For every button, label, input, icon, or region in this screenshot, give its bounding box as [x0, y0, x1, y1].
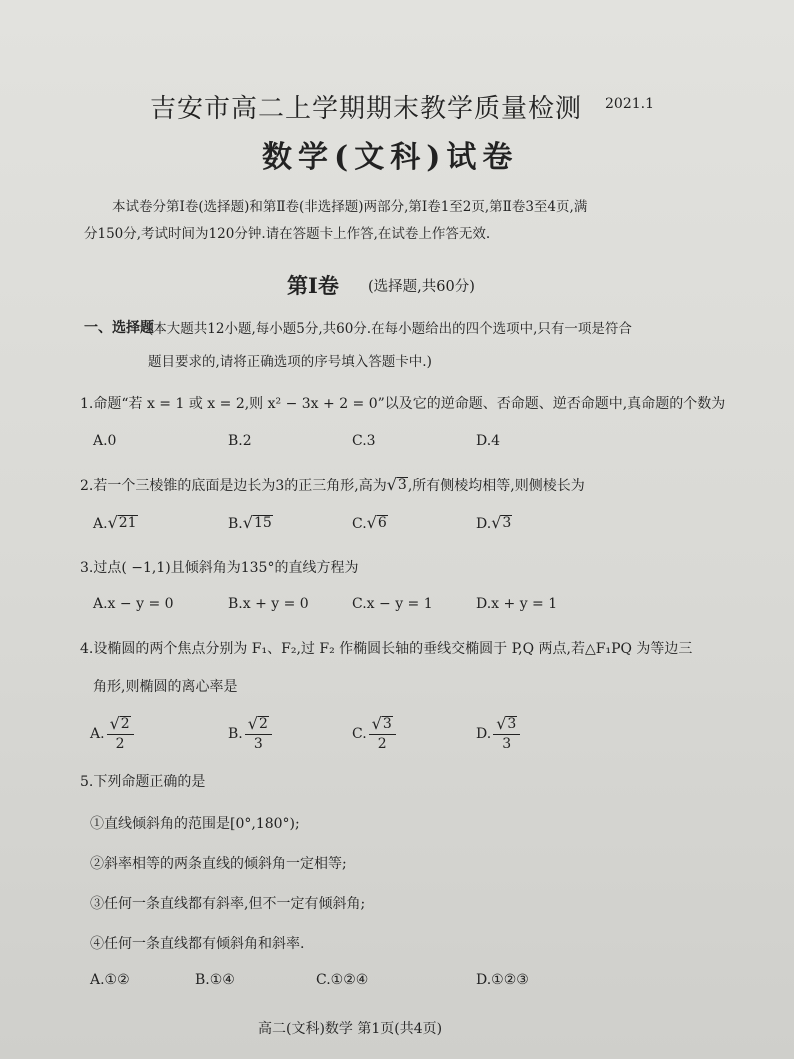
q1-option-d: D.4: [476, 433, 501, 449]
q5-statement-4: ④任何一条直线都有倾斜角和斜率.: [90, 936, 305, 952]
q1-option-c: C.3: [352, 433, 376, 449]
exam-date: 2021.1: [605, 96, 654, 112]
q5-statement-2: ②斜率相等的两条直线的倾斜角一定相等;: [90, 856, 347, 872]
q5-statement-1: ①直线倾斜角的范围是[0°,180°);: [90, 816, 300, 832]
q4-option-d: D. √ 3 3: [476, 716, 520, 752]
q5-option-b: B.①④: [195, 972, 235, 988]
sqrt-3-radical: √ 3: [386, 475, 407, 494]
q2-stem-post: ,所有侧棱均相等,则侧棱长为: [407, 478, 585, 494]
section-note: (选择题,共60分): [368, 279, 475, 295]
q3-option-b: B.x + y = 0: [228, 596, 309, 612]
section-heading: 第Ⅰ卷: [287, 273, 339, 298]
q2-stem-pre: 2.若一个三棱锥的底面是边长为3的正三角形,高为: [80, 478, 387, 494]
q2-option-b: B. √ 15: [228, 513, 272, 532]
part-title: 一、选择题: [84, 320, 154, 336]
question-5-stem: 5.下列命题正确的是: [80, 774, 206, 790]
exam-subtitle: 数学(文科)试卷: [262, 140, 519, 175]
question-4-stem-1: 4.设椭圆的两个焦点分别为 F₁、F₂,过 F₂ 作椭圆长轴的垂线交椭圆于 P,Q 两点,若△F₁PQ 为等边三: [80, 641, 693, 657]
q5-option-a: A.①②: [90, 972, 130, 988]
q5-statement-3: ③任何一条直线都有斜率,但不一定有倾斜角;: [90, 896, 366, 912]
q1-option-a: A.0: [93, 433, 117, 449]
q3-option-d: D.x + y = 1: [476, 596, 558, 612]
q5-option-c: C.①②④: [316, 972, 369, 988]
question-1-stem: 1.命题“若 x = 1 或 x = 2,则 x² − 3x + 2 = 0”以及它的逆命题、否命题、逆否命题中,真命题的个数为: [80, 396, 726, 412]
q2-option-d: D. √ 3: [476, 513, 512, 532]
q3-option-a: A.x − y = 0: [93, 596, 174, 612]
part-instructions-1: (本大题共12小题,每小题5分,共60分.在每小题给出的四个选项中,只有一项是符合: [148, 321, 632, 337]
q2-option-a: A. √ 21: [93, 513, 137, 532]
question-4-stem-2: 角形,则椭圆的离心率是: [93, 679, 238, 695]
q4-option-a: A. √ 2 2: [90, 716, 134, 752]
intro-line-1: 本试卷分第Ⅰ卷(选择题)和第Ⅱ卷(非选择题)两部分,第Ⅰ卷1至2页,第Ⅱ卷3至4页,满: [112, 199, 588, 215]
q3-option-c: C.x − y = 1: [352, 596, 433, 612]
question-3-stem: 3.过点( −1,1)且倾斜角为135°的直线方程为: [80, 560, 359, 576]
intro-line-2: 分150分,考试时间为120分钟.请在答题卡上作答,在试卷上作答无效.: [84, 226, 491, 242]
q1-option-b: B.2: [228, 433, 252, 449]
q5-option-d: D.①②③: [476, 972, 529, 988]
question-2-stem: [80, 475, 585, 495]
q2-option-c: C. √ 6: [352, 513, 387, 532]
exam-title: 吉安市高二上学期期末教学质量检测: [150, 94, 583, 124]
page-footer: 高二(文科)数学 第1页(共4页): [258, 1021, 443, 1037]
part-instructions-2: 题目要求的,请将正确选项的序号填入答题卡中.): [148, 354, 432, 370]
q4-option-c: C. √ 3 2: [352, 716, 396, 752]
q4-option-b: B. √ 2 3: [228, 716, 272, 752]
